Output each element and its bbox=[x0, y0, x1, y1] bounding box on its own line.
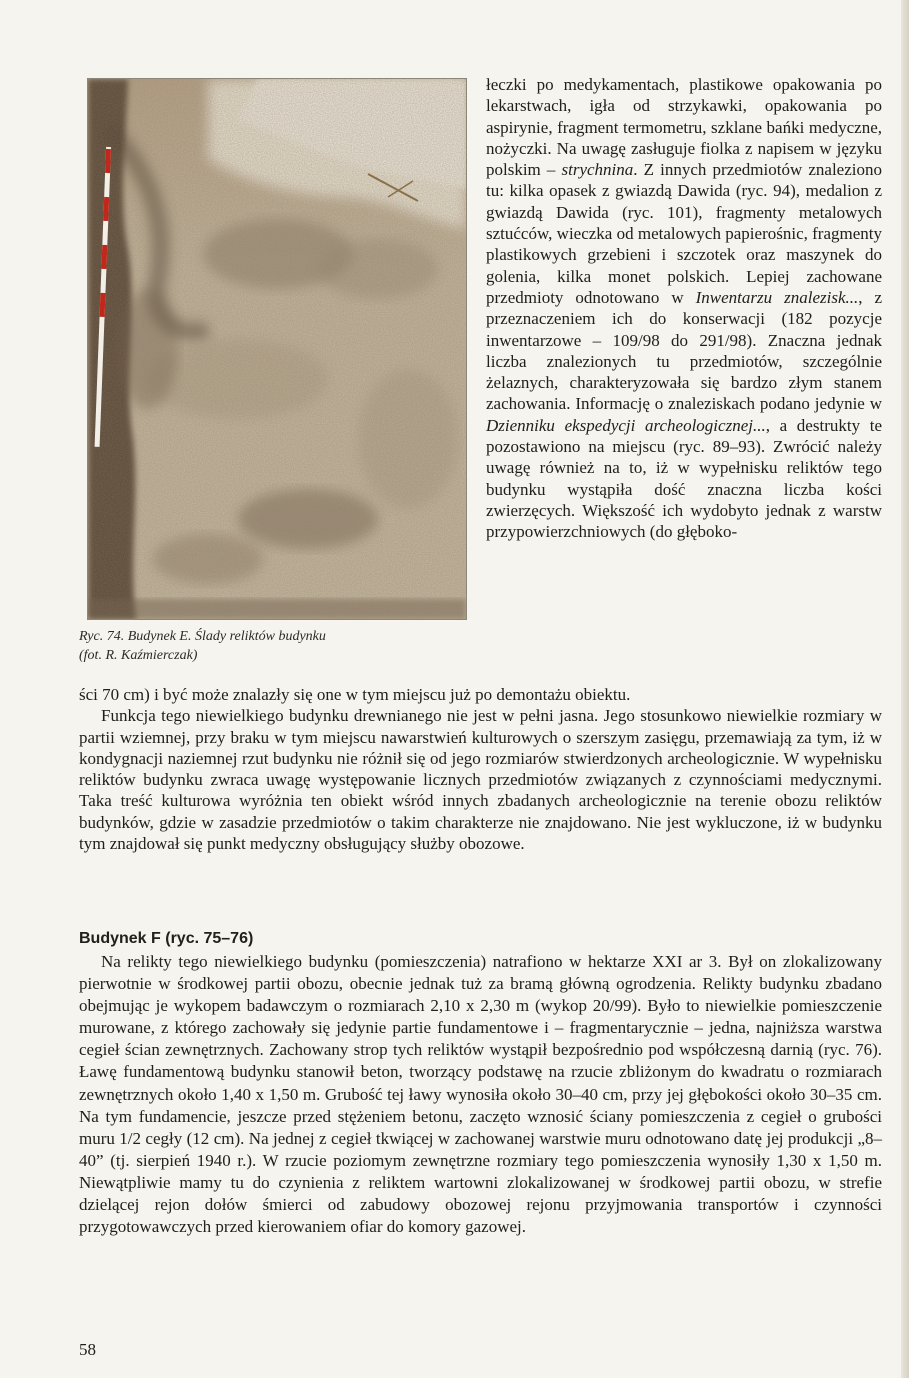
paragraph-building-f: Na relikty tego niewielkiego budynku (pomieszczenia) natrafiono w hektarze XXI ar 3. Był on zlokalizowany pierwotnie w środkowej partii obozu, obecnie jednak tuż za bramą główną ogrodzenia. Relikty budynku zbadano obejmując je wykopem badawczym o rozmiarach 2,10 x 2,30 m (wykop 20/99). Było to niewielkie pomieszczenie murowane, z którego zachowały się jedynie partie fundamentowe i – fragmentarycznie – jedna, najniższa warstwa cegieł ścian zewnętrznych. Zachowany strop tych reliktów wystąpił bezpośrednio pod współczesną darnią (ryc. 76). Ławę fundamentową budynku stanowił beton, tworzący podstawę na rzucie zbliżonym do kwadratu o rozmiarach zewnętrznych około 1,40 x 1,50 m. Grubość tej ławy wynosiła około 30–40 cm, przy jej głębokości około 30–35 cm. Na tym fundamencie, jeszcze przed stężeniem betonu, zaczęto wznosić ściany pomieszczenia z cegieł o grubości muru 1/2 cegły (12 cm). Na jednej z cegieł tkwiącej w zachowanej warstwie muru odnotowano datę jej produkcji „8–40” (tj. sierpień 1940 r.). W rzucie poziomym zewnętrzne rozmiary tego pomieszczenia wynosiły 1,30 x 1,50 m. Niewątpliwie mamy tu do czynienia z reliktem wartowni zlokalizowanej w środkowej partii obozu, w strefie dzielącej rejon dołów śmierci od zabudowy obozowej rejonu przyjmowania transportów i czynności przygotowawczych przed kierowaniem ofiar do komory gazowej. bbox=[79, 952, 882, 1237]
caption-line-1: Ryc. 74. Budynek E. Ślady reliktów budynku bbox=[79, 629, 326, 644]
paragraph-function: Funkcja tego niewielkiego budynku drewnianego nie jest w pełni jasna. Jego stosunkowo niewielkie rozmiary w partii wziemnej, przy braku w tym miejscu nawarstwień kulturowych o szerszym zasięgu, przemawiają za tym, iż w kondygnacji naziemnej rzut budynku nie różnił się od jego rozmiarów stwierdzonych archeologicznie. W wypełnisku reliktów budynku zwraca uwagę występowanie licznych przedmiotów związanych z czynnościami medycznymi. Taka treść kulturowa wyróżnia ten obiekt wśród innych zbadanych archeologicznie na terenie obozu reliktów budynków, gdzie w zasadzie przedmiotów o takim charakterze nie znajdowano. Nie jest wykluczone, iż w budynku tym znajdował się punkt medyczny obsługujący służby obozowe. bbox=[79, 706, 882, 854]
text-run: , z przeznaczeniem ich do konserwacji (182 pozycje inwentarzowe – 109/98 do 291/98). Znaczna jednak liczba znalezionych tu przedmiotów, szczególnie żelaznych, charakteryzowała się bardzo złym stanem zachowania. Informację o znaleziskach podano jedynie w bbox=[486, 287, 883, 414]
italic-title: Dzienniku ekspedycji archeologicznej... bbox=[486, 415, 766, 435]
italic-title: Inwentarzu znalezisk... bbox=[695, 287, 859, 307]
full-width-text bbox=[79, 684, 882, 854]
continuation-line: ści 70 cm) i być może znalazły się one w tym miejscu już po demontażu obiektu. bbox=[79, 685, 631, 704]
figure-caption bbox=[79, 627, 469, 665]
excavation-photo bbox=[87, 78, 467, 620]
page-edge bbox=[901, 0, 909, 1378]
caption-line-2: (fot. R. Kaźmierczak) bbox=[79, 648, 198, 663]
italic-term: strychnina bbox=[561, 160, 634, 180]
text-run: łeczki po medykamentach, plastikowe opakowania po lekarstwach, igła od strzykawki, opakowania po aspirynie, fragment termometru, szklane bańki medyczne, nożyczki. Na uwagę zasługuje fiolka z napisem w języku polskim – bbox=[486, 75, 882, 180]
page-number: 58 bbox=[79, 1340, 96, 1359]
text-run: , a destrukty te pozostawiono na miejscu (ryc. 89–93). Zwrócić należy uwagę również na to, iż w wypełnisku reliktów tego budynku wystąpiła dość znaczna liczba kości zwierzęcych. Większość ich wydobyto jednak z warstw przypowierzchniowych (do głęboko- bbox=[486, 415, 882, 542]
section-f-text bbox=[79, 951, 882, 1238]
column-paragraph bbox=[486, 74, 882, 543]
section-heading: Budynek F (ryc. 75–76) bbox=[79, 930, 254, 947]
text-run: . Z innych przedmiotów znaleziono tu: kilka opasek z gwiazdą Dawida (ryc. 94), medalion z gwiazdą Dawida (ryc. 101), fragmenty metalowych sztućców, wieczka od metalowych papierośnic, fragmenty plastikowych grzebieni i szczotek oraz maszynek do golenia, kilka monet polskich. Lepiej zachowane przedmioty odnotowano w bbox=[486, 160, 882, 307]
right-column-text bbox=[486, 74, 882, 543]
